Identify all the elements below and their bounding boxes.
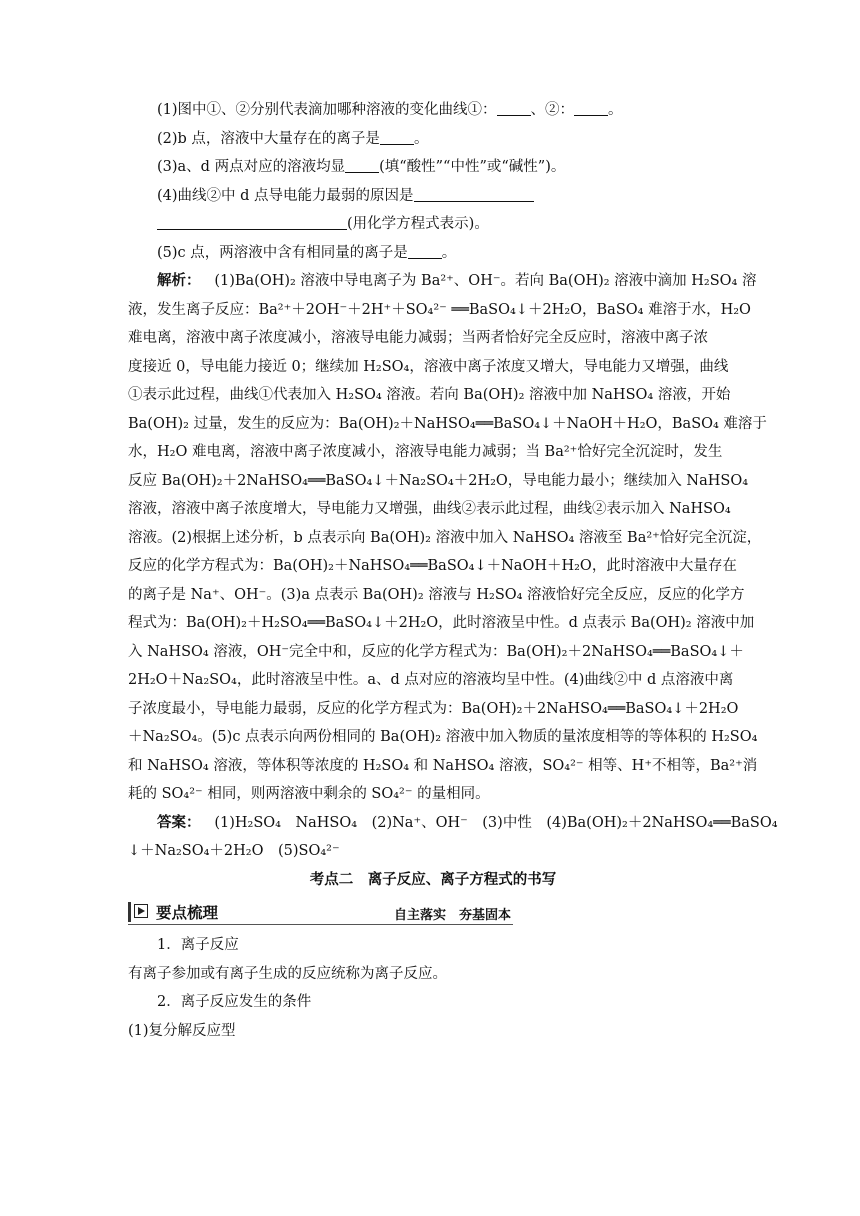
question-2 bbox=[128, 125, 738, 154]
answer-blank bbox=[408, 243, 442, 259]
analysis-text: Ba(OH)₂ 过量，发生的反应为：Ba(OH)₂＋NaHSO₄══BaSO₄↓＋NaOH＋H₂O，BaSO₄ 难溶于 bbox=[128, 415, 767, 432]
answer-blank bbox=[414, 186, 534, 202]
answer-blank bbox=[345, 157, 379, 173]
analysis-line bbox=[128, 638, 744, 667]
analysis-text: 程式为：Ba(OH)₂＋H₂SO₄══BaSO₄↓＋2H₂O，此时溶液呈中性。d 点表示 Ba(OH)₂ 溶液中加 bbox=[128, 615, 755, 631]
analysis-text: ①表示此过程，曲线①代表加入 H₂SO₄ 溶液。若向 Ba(OH)₂ 溶液中加 NaHSO₄ 溶液，开始 bbox=[128, 387, 731, 403]
analysis-line bbox=[128, 296, 751, 325]
analysis-text: 耗的 SO₄²⁻ 相同，则两溶液中剩余的 SO₄²⁻ 的量相同。 bbox=[128, 786, 490, 802]
analysis-text: 2H₂O＋Na₂SO₄，此时溶液呈中性。a、d 点对应的溶液均呈中性。(4)曲线②中 d 点溶液中离 bbox=[128, 672, 734, 688]
analysis-line bbox=[128, 495, 738, 524]
question-5-text: (5)c 点，两溶液中含有相同量的离子是 bbox=[157, 244, 408, 261]
analysis-text: 溶液，溶液中离子浓度增大，导电能力又增强，曲线②表示此过程，曲线②表示加入 NaHSO₄ bbox=[128, 501, 731, 517]
question-1-text: (1)图中①、②分别代表滴加哪种溶液的变化曲线①： bbox=[157, 102, 497, 118]
question-2-text: (2)b 点，溶液中大量存在的离子是 bbox=[157, 130, 380, 147]
question-1 bbox=[128, 96, 738, 125]
analysis-text: 子浓度最小，导电能力最弱，反应的化学方程式为：Ba(OH)₂＋2NaHSO₄══BaSO₄↓＋2H₂O bbox=[128, 700, 739, 717]
analysis-line bbox=[128, 524, 762, 553]
analysis-text: 和 NaHSO₄ 溶液，等体积等浓度的 H₂SO₄ 和 NaHSO₄ 溶液，SO₄²⁻ 相等、H⁺不相等，Ba²⁺消 bbox=[128, 757, 758, 774]
answer-text: ↓＋Na₂SO₄＋2H₂O (5)SO₄²⁻ bbox=[128, 843, 340, 859]
answer-text: (1)H₂SO₄ NaHSO₄ (2)Na⁺、OH⁻ (3)中性 (4)Ba(OH)₂＋2NaHSO₄══BaSO₄ bbox=[214, 814, 778, 831]
analysis-text: 难电离，溶液中离子浓度减小，溶液导电能力减弱；当两者恰好完全反应时，溶液中离子浓 bbox=[128, 330, 708, 346]
analysis-line bbox=[128, 353, 738, 382]
question-5 bbox=[128, 239, 738, 268]
item-2-subtitle: (1)复分解反应型 bbox=[128, 1022, 236, 1039]
item-2-title: 2．离子反应发生的条件 bbox=[157, 994, 312, 1010]
analysis-text: 的离子是 Na⁺、OH⁻。(3)a 点表示 Ba(OH)₂ 溶液与 H₂SO₄ 溶液恰好完全反应，反应的化学方 bbox=[128, 586, 745, 603]
question-5-end: 。 bbox=[441, 244, 457, 261]
question-3 bbox=[128, 153, 738, 182]
key-points-banner bbox=[128, 898, 513, 925]
analysis-block bbox=[128, 267, 767, 809]
analysis-line bbox=[128, 552, 738, 581]
analysis-text: 度接近 0，导电能力接近 0；继续加 H₂SO₄，溶液中离子浓度又增大，导电能力又增强，曲线 bbox=[128, 358, 729, 375]
banner-bar bbox=[128, 902, 131, 922]
answer-blank bbox=[157, 214, 347, 230]
analysis-text: 液，发生离子反应：Ba²⁺＋2OH⁻＋2H⁺＋SO₄²⁻ ══BaSO₄↓＋2H₂O，BaSO₄ 难溶于水，H₂O bbox=[128, 301, 751, 318]
answer-line bbox=[128, 837, 738, 866]
analysis-line bbox=[128, 410, 767, 439]
play-icon bbox=[134, 904, 148, 918]
section-title: 考点二 离子反应、离子方程式的书写 bbox=[309, 870, 557, 888]
answer-line bbox=[128, 809, 778, 838]
question-1-end: 。 bbox=[608, 102, 623, 118]
analysis-line bbox=[128, 267, 757, 296]
answer-label: 答案： bbox=[157, 813, 201, 831]
analysis-line bbox=[128, 467, 749, 496]
analysis-text: 反应的化学方程式为：Ba(OH)₂＋NaHSO₄══BaSO₄↓＋NaOH＋H₂O，此时溶液中大量存在 bbox=[128, 558, 737, 574]
answer-block bbox=[128, 809, 778, 866]
analysis-text: 入 NaHSO₄ 溶液，OH⁻完全中和，反应的化学方程式为：Ba(OH)₂＋2NaHSO₄══BaSO₄↓＋ bbox=[128, 643, 744, 660]
question-4 bbox=[128, 182, 738, 211]
answer-blank bbox=[497, 100, 531, 116]
analysis-line bbox=[128, 666, 738, 695]
question-3-end: (填“酸性”“中性”或“碱性”)。 bbox=[379, 159, 566, 175]
item-1-title: 1．离子反应 bbox=[157, 937, 239, 953]
analysis-text: (1)Ba(OH)₂ 溶液中导电离子为 Ba²⁺、OH⁻。若向 Ba(OH)₂ 溶液中滴加 H₂SO₄ 溶 bbox=[214, 273, 757, 289]
analysis-text: 溶液。(2)根据上述分析，b 点表示向 Ba(OH)₂ 溶液中加入 NaHSO₄ 溶液至 Ba²⁺恰好完全沉淀， bbox=[128, 529, 762, 546]
question-4-end: (用化学方程式表示)。 bbox=[347, 216, 489, 232]
document-page bbox=[128, 96, 778, 1045]
question-3-text: (3)a、d 两点对应的溶液均显 bbox=[157, 159, 346, 175]
banner-title: 要点梳理 bbox=[156, 904, 219, 922]
question-4-continued bbox=[128, 210, 738, 239]
analysis-line bbox=[128, 381, 738, 410]
analysis-text: 水，H₂O 难电离，溶液中离子浓度减小，溶液导电能力减弱；当 Ba²⁺恰好完全沉淀时，发生 bbox=[128, 444, 723, 460]
analysis-line bbox=[128, 324, 738, 353]
analysis-line bbox=[128, 723, 758, 752]
analysis-line bbox=[128, 695, 738, 724]
question-2-end: 。 bbox=[413, 130, 429, 147]
analysis-line bbox=[128, 752, 758, 781]
analysis-line bbox=[128, 780, 738, 809]
banner-subtitle: 自主落实 夯基固本 bbox=[393, 908, 511, 923]
answer-blank bbox=[574, 100, 608, 116]
analysis-text: 反应 Ba(OH)₂＋2NaHSO₄══BaSO₄↓＋Na₂SO₄＋2H₂O，导电能力最小；继续加入 NaHSO₄ bbox=[128, 472, 749, 489]
analysis-line bbox=[128, 609, 755, 638]
question-1-separator: 、②： bbox=[530, 102, 575, 118]
analysis-label: 解析： bbox=[157, 272, 201, 289]
item-1-text: 有离子参加或有离子生成的反应统称为离子反应。 bbox=[128, 965, 447, 982]
analysis-text: ＋Na₂SO₄。(5)c 点表示向两份相同的 Ba(OH)₂ 溶液中加入物质的量浓度相等的等体积的 H₂SO₄ bbox=[128, 729, 758, 745]
answer-blank bbox=[380, 129, 414, 145]
question-4-text: (4)曲线②中 d 点导电能力最弱的原因是 bbox=[157, 187, 414, 204]
analysis-line bbox=[128, 438, 738, 467]
analysis-line bbox=[128, 581, 745, 610]
